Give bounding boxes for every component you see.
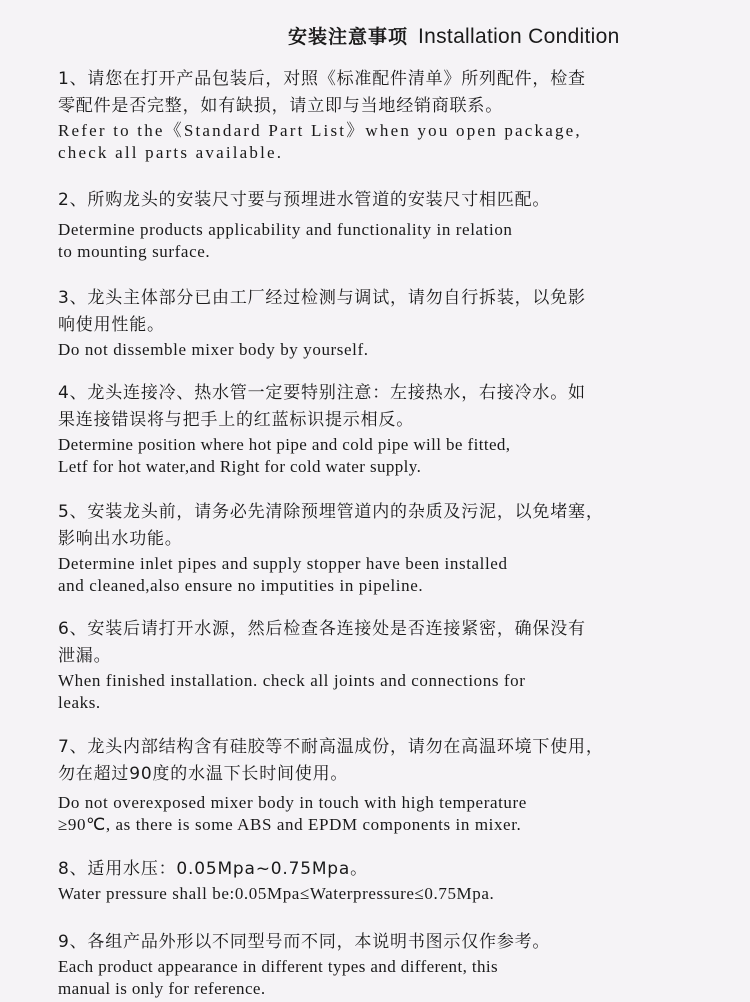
item-4-en-line-2: Letf for hot water,and Right for cold water supply. xyxy=(58,457,422,476)
instruction-item-5 xyxy=(58,499,718,597)
item-9-zh-line-1: 9、各组产品外形以不同型号而不同，本说明书图示仅作参考。 xyxy=(58,932,551,952)
item-6-zh-line-1: 6、安装后请打开水源，然后检查各连接处是否连接紧密，确保没有 xyxy=(58,619,586,639)
item-3-zh-line-2: 响使用性能。 xyxy=(58,315,165,335)
item-7-zh-line-2: 勿在超过90度的水温下长时间使用。 xyxy=(58,764,349,784)
instruction-item-3 xyxy=(58,285,718,361)
item-4-zh-line-1: 4、龙头连接冷、热水管一定要特别注意：左接热水，右接冷水。如 xyxy=(58,383,586,403)
title-english: Installation Condition xyxy=(418,25,620,48)
instruction-item-4 xyxy=(58,380,718,478)
item-5-zh-line-2: 影响出水功能。 xyxy=(58,529,183,549)
item-2-en-line-2: to mounting surface. xyxy=(58,242,211,261)
item-7-en-line-2: ≥90℃, as there is some ABS and EPDM components in mixer. xyxy=(58,815,522,834)
item-8-zh-line-1: 8、适用水压：0.05Mpa~0.75Mpa。 xyxy=(58,859,368,879)
item-4-zh-line-2: 果连接错误将与把手上的红蓝标识提示相反。 xyxy=(58,410,414,430)
instruction-item-8 xyxy=(58,856,718,905)
title-chinese: 安装注意事项 xyxy=(288,26,409,48)
item-9-en-line-1: Each product appearance in different types and different, this xyxy=(58,957,499,976)
instruction-item-1 xyxy=(58,66,718,164)
item-8-en-line-1: Water pressure shall be:0.05Mpa≤Waterpressure≤0.75Mpa. xyxy=(58,884,495,903)
item-9-en-line-2: manual is only for reference. xyxy=(58,979,266,998)
instruction-item-9 xyxy=(58,929,718,1000)
item-6-en-line-1: When finished installation. check all joints and connections for xyxy=(58,671,526,690)
instruction-item-6 xyxy=(58,616,718,714)
item-2-zh-line-1: 2、所购龙头的安装尺寸要与预埋进水管道的安装尺寸相匹配。 xyxy=(58,190,551,210)
item-7-en-line-1: Do not overexposed mixer body in touch with high temperature xyxy=(58,793,527,812)
item-5-en-line-2: and cleaned,also ensure no imputities in pipeline. xyxy=(58,576,424,595)
item-3-zh-line-1: 3、龙头主体部分已由工厂经过检测与调试，请勿自行拆装，以免影 xyxy=(58,288,586,308)
item-1-en-line-1: Refer to the《Standard Part List》when you open package, xyxy=(58,121,582,140)
item-6-en-line-2: leaks. xyxy=(58,693,101,712)
item-3-en-line-1: Do not dissemble mixer body by yourself. xyxy=(58,340,369,359)
item-1-zh-line-2: 零配件是否完整，如有缺损，请立即与当地经销商联系。 xyxy=(58,96,503,116)
page-title xyxy=(288,22,620,51)
item-2-en-line-1: Determine products applicability and functionality in relation xyxy=(58,220,513,239)
item-5-en-line-1: Determine inlet pipes and supply stopper have been installed xyxy=(58,554,508,573)
item-1-en-line-2: check all parts available. xyxy=(58,143,284,162)
item-1-zh-line-1: 1、请您在打开产品包装后，对照《标准配件清单》所列配件，检查 xyxy=(58,69,586,89)
instruction-item-7 xyxy=(58,734,718,836)
item-7-zh-line-1: 7、龙头内部结构含有硅胶等不耐高温成份，请勿在高温环境下使用， xyxy=(58,737,604,757)
instruction-item-2 xyxy=(58,187,718,263)
item-6-zh-line-2: 泄漏。 xyxy=(58,646,112,666)
item-4-en-line-1: Determine position where hot pipe and cold pipe will be fitted, xyxy=(58,435,511,454)
item-5-zh-line-1: 5、安装龙头前，请务必先清除预埋管道内的杂质及污泥，以免堵塞， xyxy=(58,502,604,522)
